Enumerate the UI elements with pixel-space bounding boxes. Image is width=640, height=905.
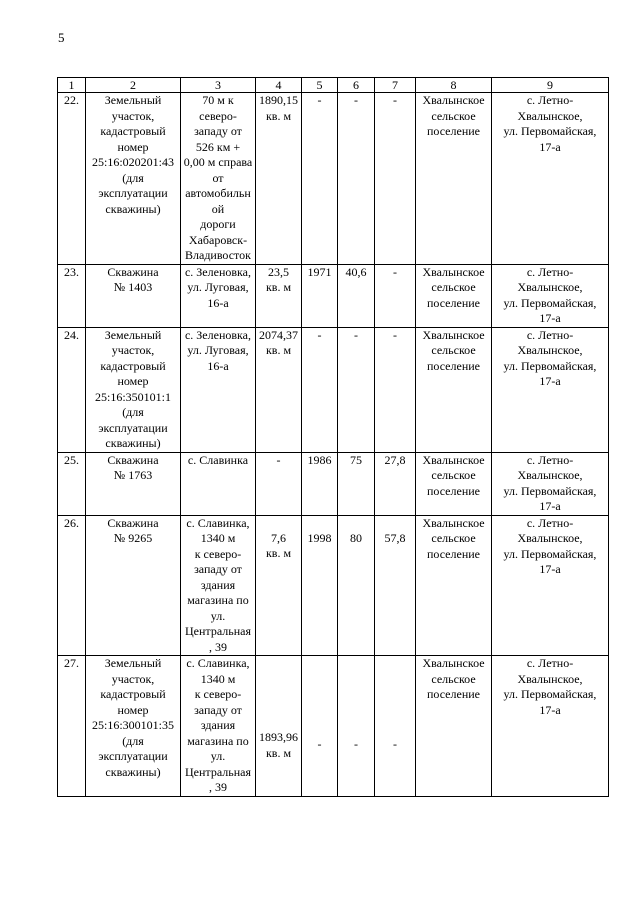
object-location: с. Славинка — [181, 452, 256, 515]
object-location: с. Славинка, 1340 м к северо- западу от здания магазина по ул. Центральная , 39 — [181, 515, 256, 656]
table-row — [58, 515, 609, 656]
object-flow: 27,8 — [375, 452, 416, 515]
column-header: 3 — [181, 78, 256, 93]
row-number: 22. — [58, 93, 86, 265]
object-year: - — [302, 656, 338, 797]
object-name: Скважина № 9265 — [86, 515, 181, 656]
column-header: 7 — [375, 78, 416, 93]
object-name: Скважина № 1763 — [86, 452, 181, 515]
table-row — [58, 452, 609, 515]
object-area: 1893,96 кв. м — [256, 656, 302, 797]
row-number: 25. — [58, 452, 86, 515]
object-flow: 57,8 — [375, 515, 416, 656]
object-flow: - — [375, 93, 416, 265]
table-row — [58, 656, 609, 797]
settlement: Хвалынское сельское поселение — [416, 327, 492, 452]
object-flow: - — [375, 264, 416, 327]
settlement: Хвалынское сельское поселение — [416, 515, 492, 656]
object-area: - — [256, 452, 302, 515]
table-row — [58, 93, 609, 265]
object-year: 1998 — [302, 515, 338, 656]
owner-address: с. Летно- Хвалынское, ул. Первомайская, 17-а — [492, 327, 609, 452]
registry-table — [57, 77, 609, 797]
object-location: с. Зеленовка, ул. Луговая, 16-а — [181, 264, 256, 327]
owner-address: с. Летно- Хвалынское, ул. Первомайская, 17-а — [492, 93, 609, 265]
object-depth: 75 — [338, 452, 375, 515]
object-area: 2074,37 кв. м — [256, 327, 302, 452]
object-depth: - — [338, 656, 375, 797]
row-number: 24. — [58, 327, 86, 452]
column-header: 5 — [302, 78, 338, 93]
object-year: 1971 — [302, 264, 338, 327]
object-flow: - — [375, 327, 416, 452]
object-location: с. Зеленовка, ул. Луговая, 16-а — [181, 327, 256, 452]
owner-address: с. Летно- Хвалынское, ул. Первомайская, 17-а — [492, 452, 609, 515]
object-area: 1890,15 кв. м — [256, 93, 302, 265]
object-area: 23,5 кв. м — [256, 264, 302, 327]
column-header: 1 — [58, 78, 86, 93]
object-depth: 80 — [338, 515, 375, 656]
object-area: 7,6 кв. м — [256, 515, 302, 656]
object-name: Скважина № 1403 — [86, 264, 181, 327]
column-header: 8 — [416, 78, 492, 93]
object-depth: - — [338, 327, 375, 452]
table-row — [58, 264, 609, 327]
object-name: Земельный участок, кадастровый номер 25:16:350101:1 (для эксплуатации скважины) — [86, 327, 181, 452]
settlement: Хвалынское сельское поселение — [416, 264, 492, 327]
object-year: - — [302, 93, 338, 265]
object-location: 70 м к северо- западу от 526 км + 0,00 м справа от автомобильн ой дороги Хабаровск- Владивосток — [181, 93, 256, 265]
object-name: Земельный участок, кадастровый номер 25:16:300101:35 (для эксплуатации скважины) — [86, 656, 181, 797]
header-row — [58, 78, 609, 93]
object-depth: 40,6 — [338, 264, 375, 327]
object-location: с. Славинка, 1340 м к северо- западу от здания магазина по ул. Центральная , 39 — [181, 656, 256, 797]
table-row — [58, 327, 609, 452]
object-name: Земельный участок, кадастровый номер 25:16:020201:43 (для эксплуатации скважины) — [86, 93, 181, 265]
object-flow: - — [375, 656, 416, 797]
owner-address: с. Летно- Хвалынское, ул. Первомайская, 17-а — [492, 515, 609, 656]
settlement: Хвалынское сельское поселение — [416, 452, 492, 515]
object-year: - — [302, 327, 338, 452]
row-number: 27. — [58, 656, 86, 797]
settlement: Хвалынское сельское поселение — [416, 656, 492, 797]
column-header: 6 — [338, 78, 375, 93]
owner-address: с. Летно- Хвалынское, ул. Первомайская, 17-а — [492, 264, 609, 327]
row-number: 23. — [58, 264, 86, 327]
page-number: 5 — [58, 30, 65, 45]
column-header: 4 — [256, 78, 302, 93]
owner-address: с. Летно- Хвалынское, ул. Первомайская, 17-а — [492, 656, 609, 797]
settlement: Хвалынское сельское поселение — [416, 93, 492, 265]
column-header: 2 — [86, 78, 181, 93]
row-number: 26. — [58, 515, 86, 656]
object-year: 1986 — [302, 452, 338, 515]
column-header: 9 — [492, 78, 609, 93]
object-depth: - — [338, 93, 375, 265]
